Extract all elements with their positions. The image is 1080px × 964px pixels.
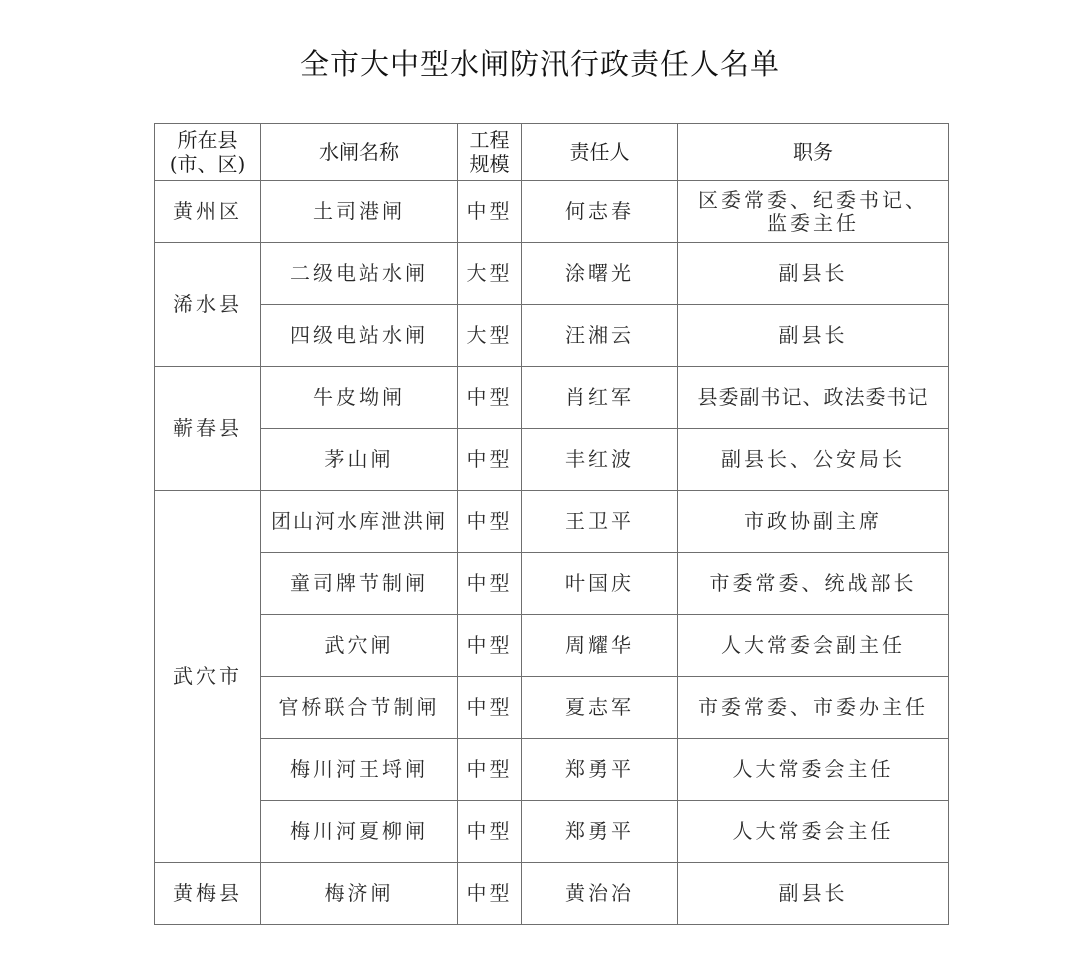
person-cell: 涂曙光 [522,243,678,305]
gate-cell: 官桥联合节制闸 [261,677,458,739]
person-cell: 郑勇平 [522,739,678,801]
duty-cell: 副县长 [678,863,949,925]
duty-cell: 人大常委会副主任 [678,615,949,677]
gate-cell: 四级电站水闸 [261,305,458,367]
page-title: 全市大中型水闸防汛行政责任人名单 [299,47,780,81]
person-cell: 何志春 [522,181,678,243]
scale-cell: 中型 [458,367,522,429]
person-cell: 汪湘云 [522,305,678,367]
county-cell: 浠水县 [155,243,261,367]
gate-cell: 梅川河夏柳闸 [261,801,458,863]
table-row [155,181,949,243]
table-row [155,739,949,801]
county-cell: 黄梅县 [155,863,261,925]
gate-cell: 茅山闸 [261,429,458,491]
header-county-line1: 所在县 [177,128,238,152]
gate-cell: 梅济闸 [261,863,458,925]
duty-cell: 市委常委、统战部长 [678,553,949,615]
scale-cell: 中型 [458,553,522,615]
scale-cell: 中型 [458,181,522,243]
gate-cell: 土司港闸 [261,181,458,243]
scale-cell: 中型 [458,801,522,863]
duty-cell: 副县长 [678,243,949,305]
table-row [155,305,949,367]
person-cell: 郑勇平 [522,801,678,863]
person-cell: 肖红军 [522,367,678,429]
person-cell: 叶国庆 [522,553,678,615]
gate-cell: 武穴闸 [261,615,458,677]
gate-cell: 团山河水库泄洪闸 [261,491,458,553]
header-county [155,124,261,181]
header-duty: 职务 [678,124,949,181]
duty-cell: 人大常委会主任 [678,739,949,801]
gate-cell: 牛皮坳闸 [261,367,458,429]
duty-cell: 副县长 [678,305,949,367]
gate-cell: 梅川河王埒闸 [261,739,458,801]
header-county-line2: (市、区) [169,152,246,176]
county-cell: 黄州区 [155,181,261,243]
duty-cell: 副县长、公安局长 [678,429,949,491]
table-row [155,553,949,615]
duty-line2: 监委主任 [767,210,859,235]
header-scale-line1: 工程 [469,128,510,152]
gate-cell: 童司牌节制闸 [261,553,458,615]
duty-cell: 市政协副主席 [678,491,949,553]
person-cell: 黄治冶 [522,863,678,925]
table-header-row [155,124,949,181]
scale-cell: 大型 [458,305,522,367]
scale-cell: 中型 [458,677,522,739]
table-row [155,367,949,429]
duty-cell: 市委常委、市委办主任 [678,677,949,739]
header-scale [458,124,522,181]
header-gate-name: 水闸名称 [261,124,458,181]
county-cell: 武穴市 [155,491,261,863]
gate-cell: 二级电站水闸 [261,243,458,305]
table-row [155,491,949,553]
table-row [155,429,949,491]
scale-cell: 大型 [458,243,522,305]
person-cell: 夏志军 [522,677,678,739]
table-row [155,863,949,925]
duty-cell: 县委副书记、政法委书记 [678,367,949,429]
duty-cell: 人大常委会主任 [678,801,949,863]
scale-cell: 中型 [458,491,522,553]
person-cell: 丰红波 [522,429,678,491]
responsible-persons-table [154,123,949,925]
table-row [155,243,949,305]
header-person: 责任人 [522,124,678,181]
table-row [155,801,949,863]
duty-line1: 区委常委、纪委书记、 [698,187,928,212]
scale-cell: 中型 [458,615,522,677]
county-cell: 蕲春县 [155,367,261,491]
scale-cell: 中型 [458,429,522,491]
table-row [155,615,949,677]
table-row [155,677,949,739]
scale-cell: 中型 [458,739,522,801]
person-cell: 周耀华 [522,615,678,677]
scale-cell: 中型 [458,863,522,925]
person-cell: 王卫平 [522,491,678,553]
header-scale-line2: 规模 [469,152,510,176]
duty-cell [678,181,949,243]
